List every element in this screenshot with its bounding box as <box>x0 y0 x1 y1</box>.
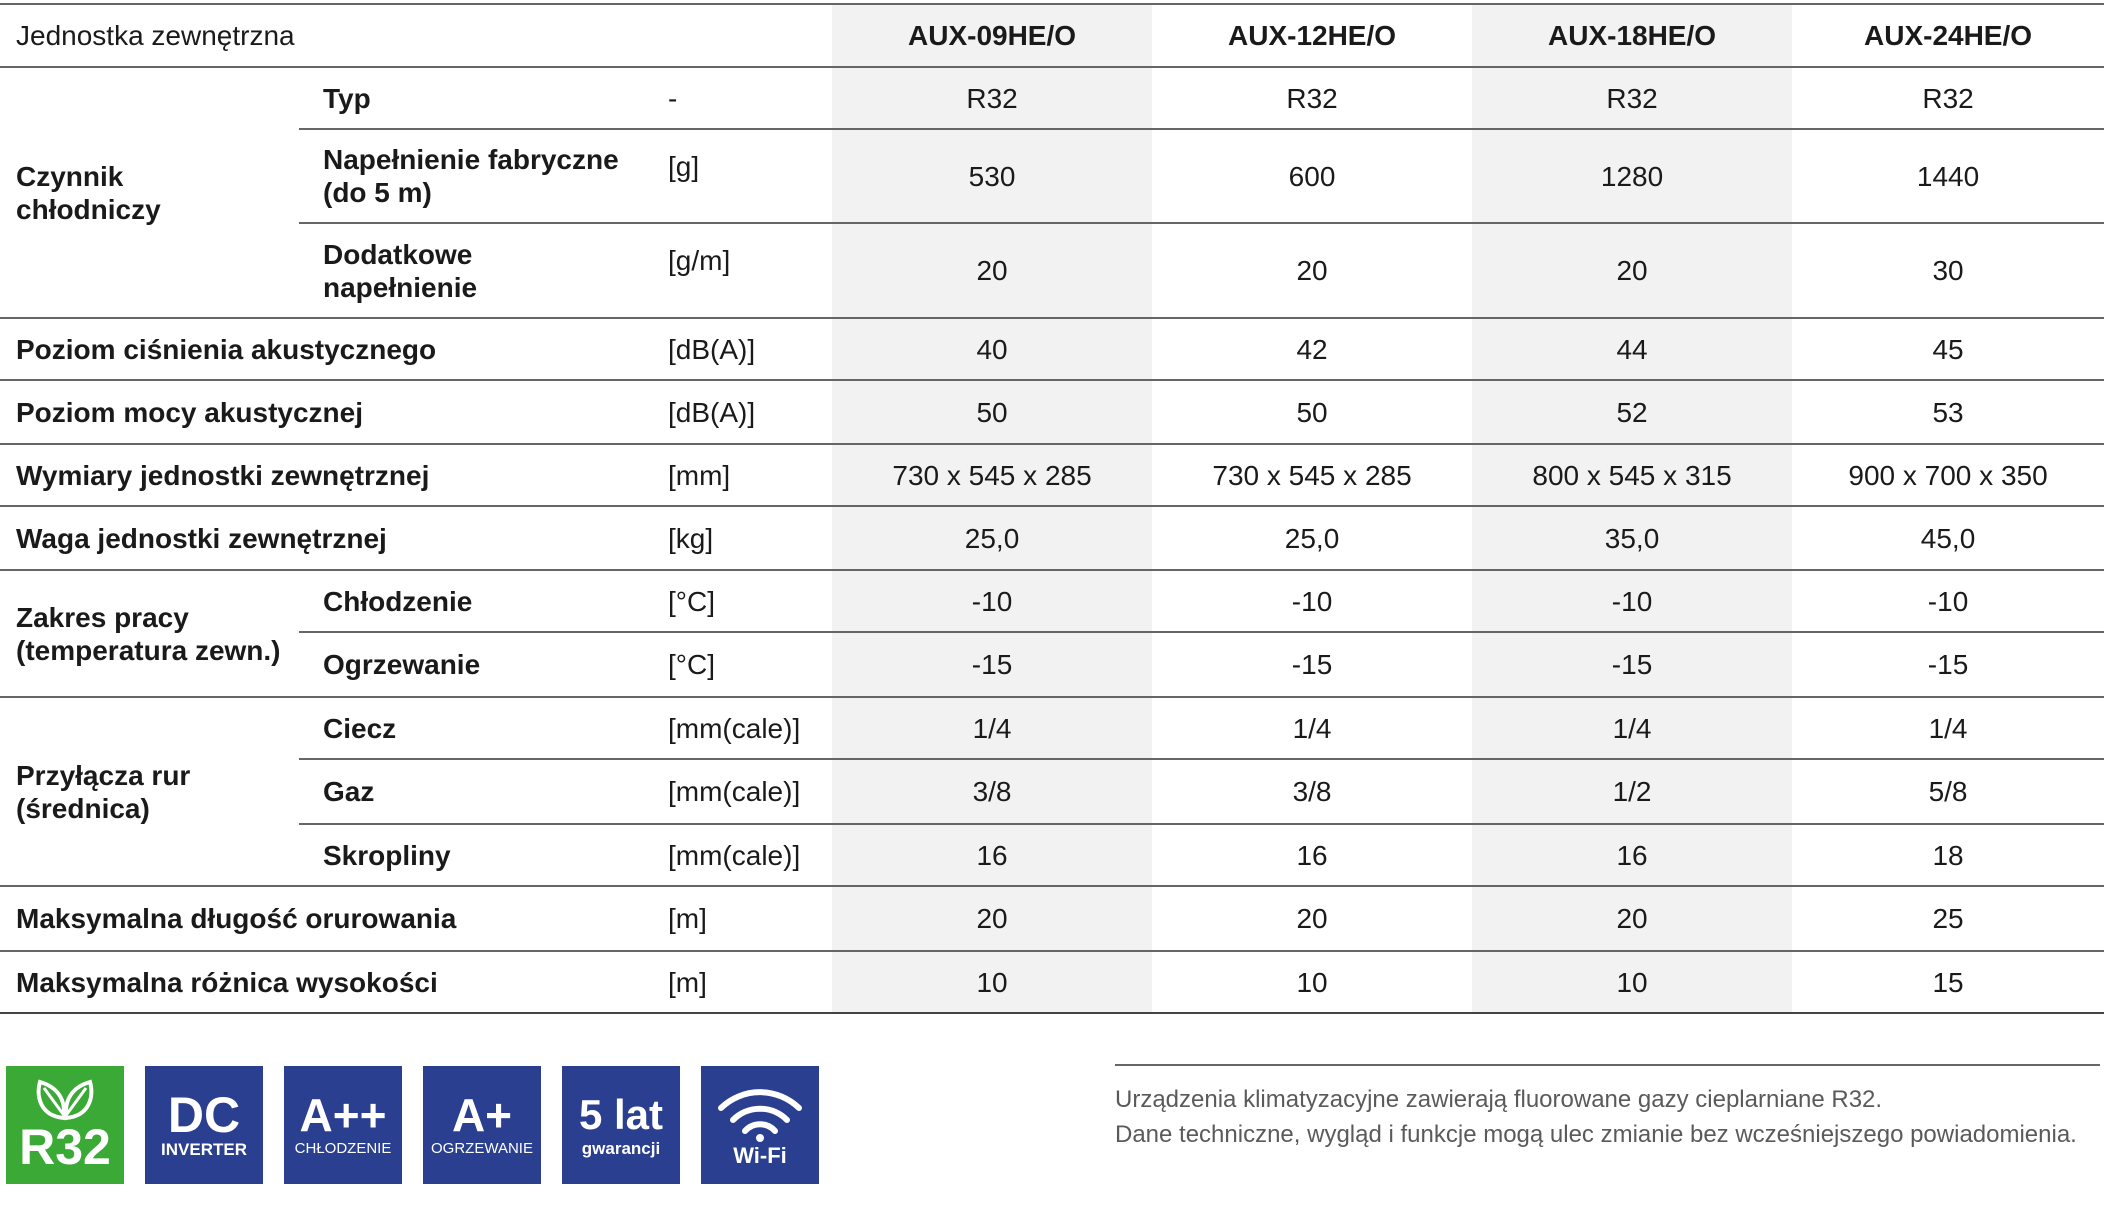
heating-class-badge <box>423 1066 541 1184</box>
row-unit: [m] <box>660 951 832 1013</box>
value-cell: 45 <box>1792 318 2104 380</box>
group-label: Czynnik chłodniczy <box>0 67 299 318</box>
value-cell: 50 <box>832 380 1152 444</box>
row-label: Gaz <box>299 759 660 824</box>
table-row <box>0 570 2104 632</box>
value-cell: 1/4 <box>1472 697 1792 759</box>
badge-sub: OGRZEWANIE <box>431 1140 533 1157</box>
value-cell: 20 <box>1472 886 1792 951</box>
model-header: AUX-12HE/O <box>1152 4 1472 67</box>
row-label: Dodatkowe napełnienie <box>299 223 660 318</box>
model-header: AUX-18HE/O <box>1472 4 1792 67</box>
value-cell: 10 <box>832 951 1152 1013</box>
value-cell: 16 <box>832 824 1152 886</box>
value-cell: 3/8 <box>832 759 1152 824</box>
value-cell: 20 <box>832 223 1152 318</box>
value-cell: -15 <box>832 632 1152 697</box>
row-label: Chłodzenie <box>299 570 660 632</box>
value-cell: 1/4 <box>1792 697 2104 759</box>
feature-badges <box>6 1066 819 1184</box>
value-cell: 20 <box>1152 223 1472 318</box>
value-cell: 25,0 <box>1152 506 1472 570</box>
badge-sub: gwarancji <box>581 1139 661 1158</box>
row-unit: [g] <box>660 129 832 223</box>
row-unit: [mm(cale)] <box>660 697 832 759</box>
value-cell: 1440 <box>1792 129 2104 223</box>
wifi-badge <box>701 1066 819 1184</box>
value-cell: 16 <box>1152 824 1472 886</box>
row-label: Ciecz <box>299 697 660 759</box>
value-cell: 45,0 <box>1792 506 2104 570</box>
warranty-badge <box>562 1066 680 1184</box>
value-cell: R32 <box>1792 67 2104 129</box>
badge-sub: CHŁODZENIE <box>294 1140 392 1157</box>
value-cell: R32 <box>1472 67 1792 129</box>
value-cell: 16 <box>1472 824 1792 886</box>
row-unit: - <box>660 67 832 129</box>
badge-main: A++ <box>299 1089 387 1141</box>
value-cell: 52 <box>1472 380 1792 444</box>
value-cell: 10 <box>1152 951 1472 1013</box>
table-row <box>0 759 2104 824</box>
badge-main: 5 lat <box>578 1091 664 1138</box>
table-row <box>0 444 2104 506</box>
value-cell: -15 <box>1152 632 1472 697</box>
value-cell: 44 <box>1472 318 1792 380</box>
table-row <box>0 951 2104 1013</box>
row-unit: [g/m] <box>660 223 832 318</box>
value-cell: 25,0 <box>832 506 1152 570</box>
dc-inverter-badge <box>145 1066 263 1184</box>
cooling-class-badge <box>284 1066 402 1184</box>
value-cell: 53 <box>1792 380 2104 444</box>
value-cell: 35,0 <box>1472 506 1792 570</box>
row-unit: [°C] <box>660 570 832 632</box>
table-row <box>0 886 2104 951</box>
badge-main: A+ <box>451 1089 513 1141</box>
value-cell: -10 <box>1792 570 2104 632</box>
row-label: Ogrzewanie <box>299 632 660 697</box>
row-label: Maksymalna różnica wysokości <box>0 951 660 1013</box>
value-cell: 1/4 <box>832 697 1152 759</box>
wifi-icon <box>715 1086 805 1142</box>
table-row <box>0 824 2104 886</box>
row-unit: [kg] <box>660 506 832 570</box>
table-title: Jednostka zewnętrzna <box>0 4 832 67</box>
value-cell: 42 <box>1152 318 1472 380</box>
value-cell: -15 <box>1792 632 2104 697</box>
row-unit: [dB(A)] <box>660 318 832 380</box>
value-cell: 20 <box>1472 223 1792 318</box>
value-cell: -10 <box>1152 570 1472 632</box>
table-row <box>0 506 2104 570</box>
row-label: Napełnienie fabryczne (do 5 m) <box>299 129 660 223</box>
row-unit: [mm(cale)] <box>660 759 832 824</box>
row-unit: [mm] <box>660 444 832 506</box>
badge-sub: INVERTER <box>161 1140 247 1159</box>
badge-main: R32 <box>19 1119 111 1175</box>
value-cell: 25 <box>1792 886 2104 951</box>
value-cell: -10 <box>832 570 1152 632</box>
value-cell: 730 x 545 x 285 <box>1152 444 1472 506</box>
row-label: Wymiary jednostki zewnętrznej <box>0 444 660 506</box>
value-cell: 40 <box>832 318 1152 380</box>
spec-table <box>0 3 2104 1014</box>
value-cell: 50 <box>1152 380 1472 444</box>
row-label: Typ <box>299 67 660 129</box>
value-cell: 1/2 <box>1472 759 1792 824</box>
model-header: AUX-09HE/O <box>832 4 1152 67</box>
value-cell: -10 <box>1472 570 1792 632</box>
row-label: Maksymalna długość orurowania <box>0 886 660 951</box>
value-cell: 600 <box>1152 129 1472 223</box>
leaf-icon <box>30 1078 100 1122</box>
row-label: Waga jednostki zewnętrznej <box>0 506 660 570</box>
value-cell: 10 <box>1472 951 1792 1013</box>
group-label: Przyłącza rur (średnica) <box>0 697 299 886</box>
table-row <box>0 697 2104 759</box>
table-row <box>0 632 2104 697</box>
r32-badge <box>6 1066 124 1184</box>
row-label: Skropliny <box>299 824 660 886</box>
table-row <box>0 380 2104 444</box>
table-header-row <box>0 4 2104 67</box>
value-cell: 15 <box>1792 951 2104 1013</box>
row-label: Poziom mocy akustycznej <box>0 380 660 444</box>
model-header: AUX-24HE/O <box>1792 4 2104 67</box>
value-cell: -15 <box>1472 632 1792 697</box>
value-cell: 800 x 545 x 315 <box>1472 444 1792 506</box>
value-cell: 3/8 <box>1152 759 1472 824</box>
row-unit: [m] <box>660 886 832 951</box>
badge-main: DC <box>167 1087 241 1143</box>
table-row <box>0 223 2104 318</box>
value-cell: R32 <box>1152 67 1472 129</box>
value-cell: 5/8 <box>1792 759 2104 824</box>
value-cell: 30 <box>1792 223 2104 318</box>
value-cell: R32 <box>832 67 1152 129</box>
footnote <box>1115 1064 2100 1152</box>
row-label: Poziom ciśnienia akustycznego <box>0 318 660 380</box>
value-cell: 20 <box>1152 886 1472 951</box>
value-cell: 900 x 700 x 350 <box>1792 444 2104 506</box>
group-label: Zakres pracy (temperatura zewn.) <box>0 570 299 697</box>
table-row <box>0 318 2104 380</box>
footnote-line: Urządzenia klimatyzacyjne zawierają fluorowane gazy cieplarniane R32. <box>1115 1086 1883 1113</box>
row-unit: [°C] <box>660 632 832 697</box>
footnote-line: Dane techniczne, wygląd i funkcje mogą ulec zmianie bez wcześniejszego powiadomienia. <box>1115 1121 2077 1148</box>
value-cell: 20 <box>832 886 1152 951</box>
badge-sub: Wi-Fi <box>733 1143 787 1168</box>
value-cell: 18 <box>1792 824 2104 886</box>
value-cell: 1280 <box>1472 129 1792 223</box>
table-row <box>0 129 2104 223</box>
row-unit: [dB(A)] <box>660 380 832 444</box>
row-unit: [mm(cale)] <box>660 824 832 886</box>
value-cell: 730 x 545 x 285 <box>832 444 1152 506</box>
value-cell: 530 <box>832 129 1152 223</box>
table-row <box>0 67 2104 129</box>
value-cell: 1/4 <box>1152 697 1472 759</box>
